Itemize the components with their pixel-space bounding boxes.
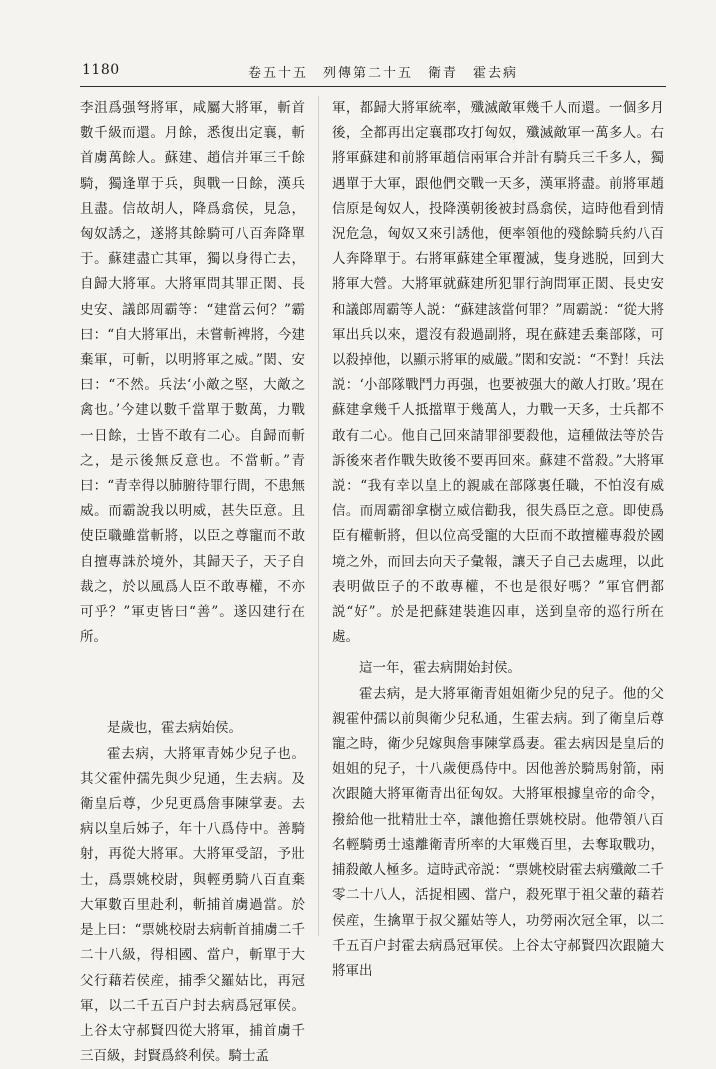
translation-text-column xyxy=(332,96,664,984)
classical-paragraph: 是歲也，霍去病始侯。 xyxy=(107,720,242,737)
paragraph-gap xyxy=(80,650,305,716)
classical-paragraph: 李沮爲强弩將軍，咸屬大將軍，斬首數千級而還。月餘，悉復出定襄，斬首虜萬餘人。蘇建、趙信并軍三千餘騎，獨逢單于兵，與戰一日餘，漢兵且盡。信故胡人，降爲翕侯，見急，匈奴誘之，遂將其餘騎可八百奔降單于。蘇建盡亡其軍，獨以身得亡去，自歸大將軍。大將軍問其罪正閎、長史安、議郎周霸等：“建當云何？”霸曰：“自大將軍出，未嘗斬裨將，今建棄軍，可斬，以明將軍之威。”閎、安曰：“不然。兵法‘小敵之堅，大敵之禽也。’今建以數千當單于數萬，力戰一日餘，士皆不敢有二心。自歸而斬之，是示後無反意也。不當斬。”青曰：“青幸得以肺腑待罪行間，不患無威。而霸說我以明威，甚失臣意。且使臣職雖當斬將，以臣之尊寵而不敢自擅專誅於境外，其歸天子，天子自裁之，於以風爲人臣不敢專權，不亦可乎？”軍吏皆曰“善”。遂囚建行在所。 xyxy=(80,100,305,646)
running-head: 卷五十五 列傳第二十五 衛青 霍去病 xyxy=(248,66,519,81)
classical-paragraph: 霍去病，大將軍青姊少兒子也。其父霍仲孺先與少兒通，生去病。及衛皇后尊，少兒更爲詹事陳掌妻。去病以皇后姊子，年十八爲侍中。善騎射，再從大將軍。大將軍受詔，予壯士，爲票姚校尉，與輕勇騎八百直棄大軍數百里赴利，斬捕首虜過當。於是上曰：“票姚校尉去病斬首捕虜二千二十八級，得相國、當户，斬單于大父行藉若侯産，捕季父羅姑比，再冠軍，以二千五百户封去病爲冠軍侯。上谷太守郝賢四從大將軍，捕首虜千三百級，封賢爲終利侯。騎士孟 xyxy=(80,745,305,1065)
translation-paragraph: 軍，都歸大將軍統率，殲滅敵軍幾千人而還。一個多月後，全都再出定襄郡攻打匈奴，殲滅敵軍一萬多人。右將軍蘇建和前將軍趙信兩軍合并計有騎兵三千多人，獨遇單于大軍，跟他們交戰一天多，漢軍將盡。前將軍趙信原是匈奴人，投降漢朝後被封爲翕侯，這時他看到情況危急，匈奴又來引誘他，便率領他的殘餘騎兵約八百人奔降單于。右將軍蘇建全軍覆滅，隻身逃脱，回到大將軍大營。大將軍就蘇建所犯罪行詢問軍正閎、長史安和議郎周霸等人説：“蘇建該當何罪？”周霸説：“從大將軍出兵以來，還沒有殺過副將，現在蘇建丢棄部隊，可以殺掉他，以顯示將軍的威嚴。”閎和安説：“不對！兵法説：‘小部隊戰鬥力再强，也要被强大的敵人打敗。’現在蘇建拿幾千人抵擋單于幾萬人，力戰一天多，士兵都不敢有二心。他自己回來請罪卻要殺他，這種做法等於告訴後來者作戰失敗後不要再回來。蘇建不當殺。”大將軍説：“我有幸以皇上的親戚在部隊裏任職，不怕沒有威信。而周霸卻拿樹立威信勸我，很失爲臣之意。即使爲臣有權斬將，但以位高受寵的大臣而不敢擅權專殺於國境之外，而回去向天子彙報，讓天子自己去處理，以此表明做臣子的不敢專權，不也是很好嗎？”軍官們都説“好”。於是把蘇建裝進囚車，送到皇帝的巡行所在處。 xyxy=(332,100,664,646)
column-divider xyxy=(318,96,319,936)
translation-paragraph: 霍去病，是大將軍衛青姐姐衛少兒的兒子。他的父親霍仲孺以前與衛少兒私通，生霍去病。到了衛皇后尊寵之時，衛少兒嫁與詹事陳掌爲妻。霍去病因是皇后的姐姐的兒子，十八歲便爲侍中。因他善於騎馬射箭，兩次跟隨大將軍衛青出征匈奴。大將軍根據皇帝的命令，撥給他一批精壯士卒，讓他擔任票姚校尉。他帶領八百名輕騎勇士遠離衛青所率的大軍幾百里，去奪取戰功，捕殺敵人極多。這時武帝説：“票姚校尉霍去病殲敵二千零二十八人，活捉相國、當户，殺死單于祖父輩的藉若侯産，生擒單于叔父羅姑等人，功勞兩次冠全軍，以二千五百户封霍去病爲冠軍侯。上谷太守郝賢四次跟隨大將軍出 xyxy=(332,685,664,979)
header-rule xyxy=(80,86,666,87)
classical-text-column xyxy=(80,96,305,1069)
page-number: 1180 xyxy=(82,62,120,78)
translation-paragraph: 這一年，霍去病開始封侯。 xyxy=(359,660,521,677)
